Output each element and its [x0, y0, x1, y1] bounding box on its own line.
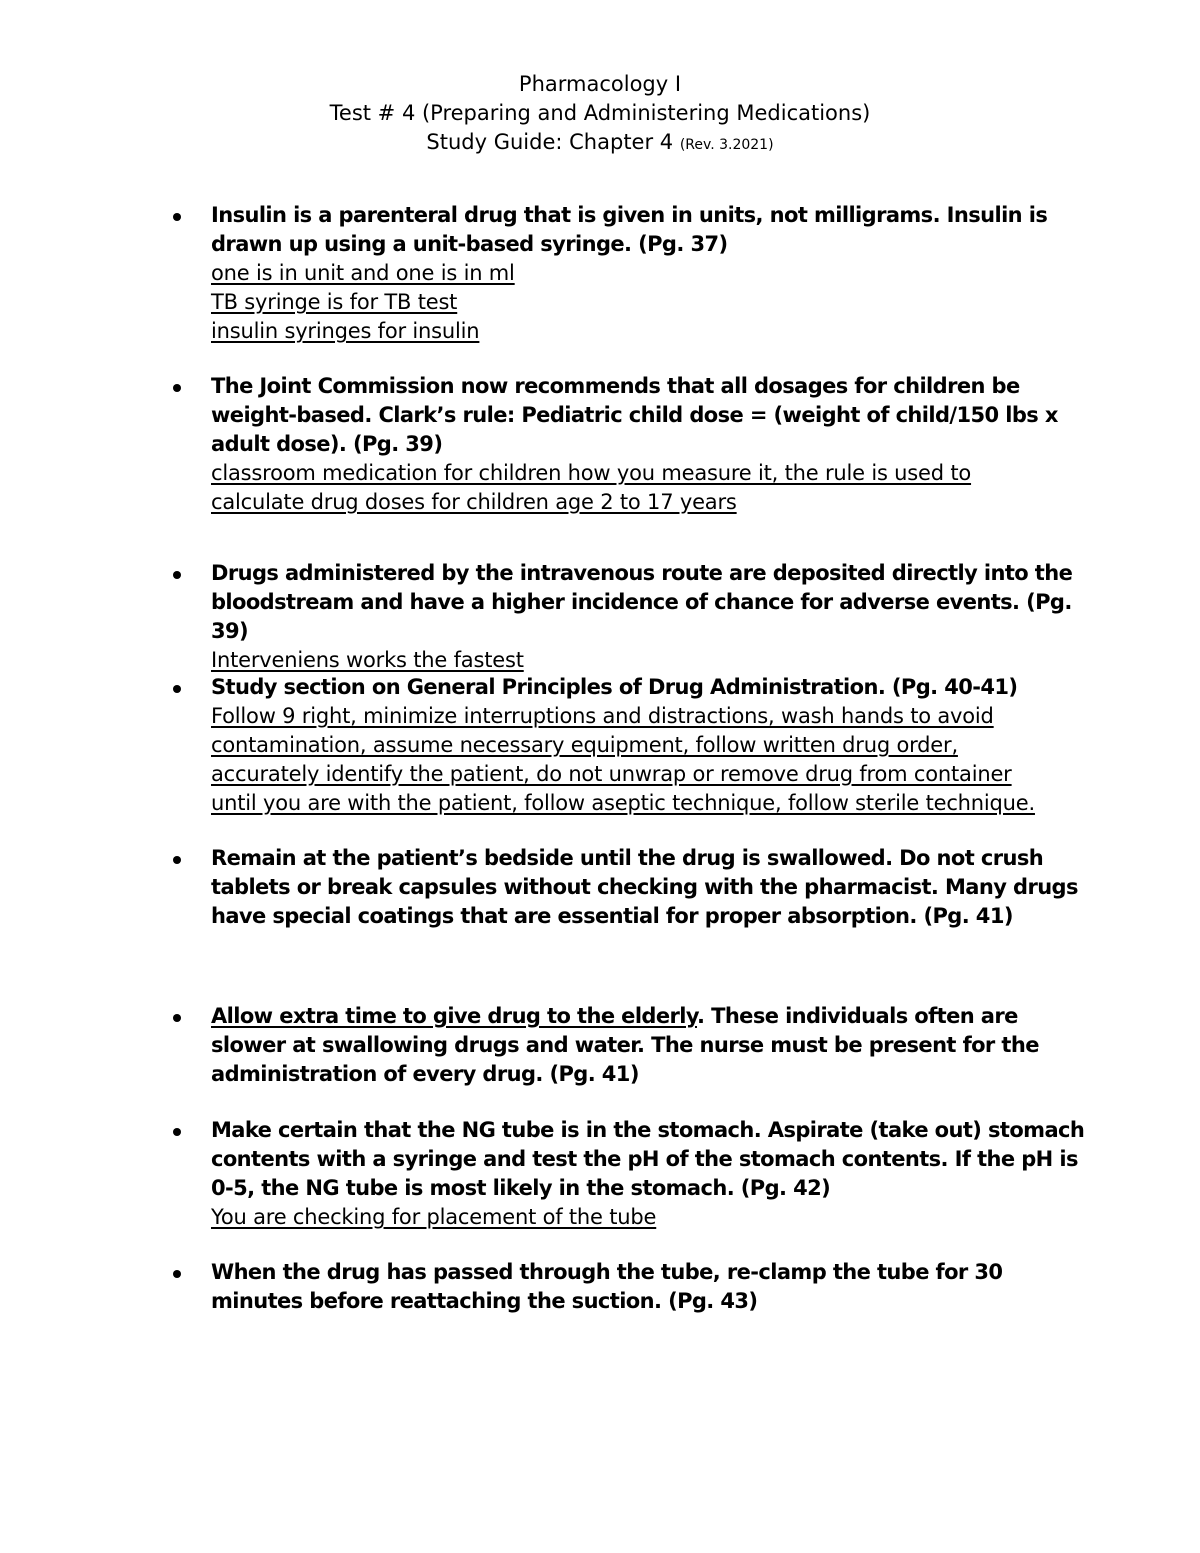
item-text: Insulin is a parenteral drug that is given in units, not milligrams. Insulin is drawn up using a unit-based syringe. (Pg. 37)	[211, 203, 1048, 256]
list-item	[211, 1002, 1091, 1089]
course-title: Pharmacology I	[518, 72, 682, 96]
item-note: Follow 9 right, minimize interruptions and distractions, wash hands to avoid contamination, assume necessary equipment, follow written drug order, accurately identify the patient, do not unwrap or remove drug from container until you are with the patient, follow aseptic technique, follow sterile technique.	[211, 704, 1035, 815]
item-text: Make certain that the NG tube is in the stomach. Aspirate (take out) stomach contents with a syringe and test the pH of the stomach contents. If the pH is 0-5, the NG tube is most likely in the stomach. (Pg. 42)	[211, 1118, 1085, 1200]
bullet-icon	[173, 856, 181, 864]
list-item	[211, 673, 1091, 818]
item-note: Interveniens works the fastest	[211, 648, 524, 672]
list-item	[211, 1258, 1091, 1316]
bullet-icon	[173, 213, 181, 221]
item-text-underlined: Allow extra time to give drug to the elderly	[211, 1004, 698, 1028]
bullet-icon	[173, 384, 181, 392]
item-text	[211, 1002, 1091, 1089]
item-text: The Joint Commission now recommends that all dosages for children be weight-based. Clark’s rule: Pediatric child dose = (weight of child/150 lbs x adult dose). (Pg. 39)	[211, 374, 1058, 456]
item-note: one is in unit and one is in ml	[211, 261, 515, 285]
bullet-icon	[173, 1270, 181, 1278]
list-item	[211, 844, 1091, 931]
list-item	[211, 559, 1091, 675]
item-text: Remain at the patient’s bedside until the drug is swallowed. Do not crush tablets or break capsules without checking with the pharmacist. Many drugs have special coatings that are essential for proper absorption. (Pg. 41)	[211, 846, 1078, 928]
item-text: When the drug has passed through the tube, re-clamp the tube for 30 minutes before reattaching the suction. (Pg. 43)	[211, 1260, 1003, 1313]
list-item	[211, 372, 1091, 517]
item-text: Study section on General Principles of Drug Administration. (Pg. 40-41)	[211, 675, 1018, 699]
bullet-icon	[173, 1128, 181, 1136]
item-note: TB syringe is for TB test	[211, 290, 458, 314]
study-guide-label: Study Guide: Chapter 4	[426, 130, 680, 154]
bullet-icon	[173, 571, 181, 579]
revision-label: (Rev. 3.2021)	[679, 137, 774, 153]
item-note: classroom medication for children how you measure it, the rule is used to calculate drug doses for children age 2 to 17 years	[211, 461, 972, 514]
bullet-icon	[173, 1014, 181, 1022]
item-text: Drugs administered by the intravenous route are deposited directly into the bloodstream and have a higher incidence of chance for adverse events. (Pg. 39)	[211, 561, 1073, 643]
list-item	[211, 201, 1091, 346]
test-title: Test # 4 (Preparing and Administering Medications)	[329, 101, 871, 125]
item-note: insulin syringes for insulin	[211, 319, 480, 343]
list-item	[211, 1116, 1091, 1232]
item-note: You are checking for placement of the tube	[211, 1205, 657, 1229]
bullet-icon	[173, 685, 181, 693]
item-text-rest: . These individuals often are slower at swallowing drugs and water. The nurse must be present for the administration of every drug. (Pg. 41)	[211, 1004, 1039, 1086]
